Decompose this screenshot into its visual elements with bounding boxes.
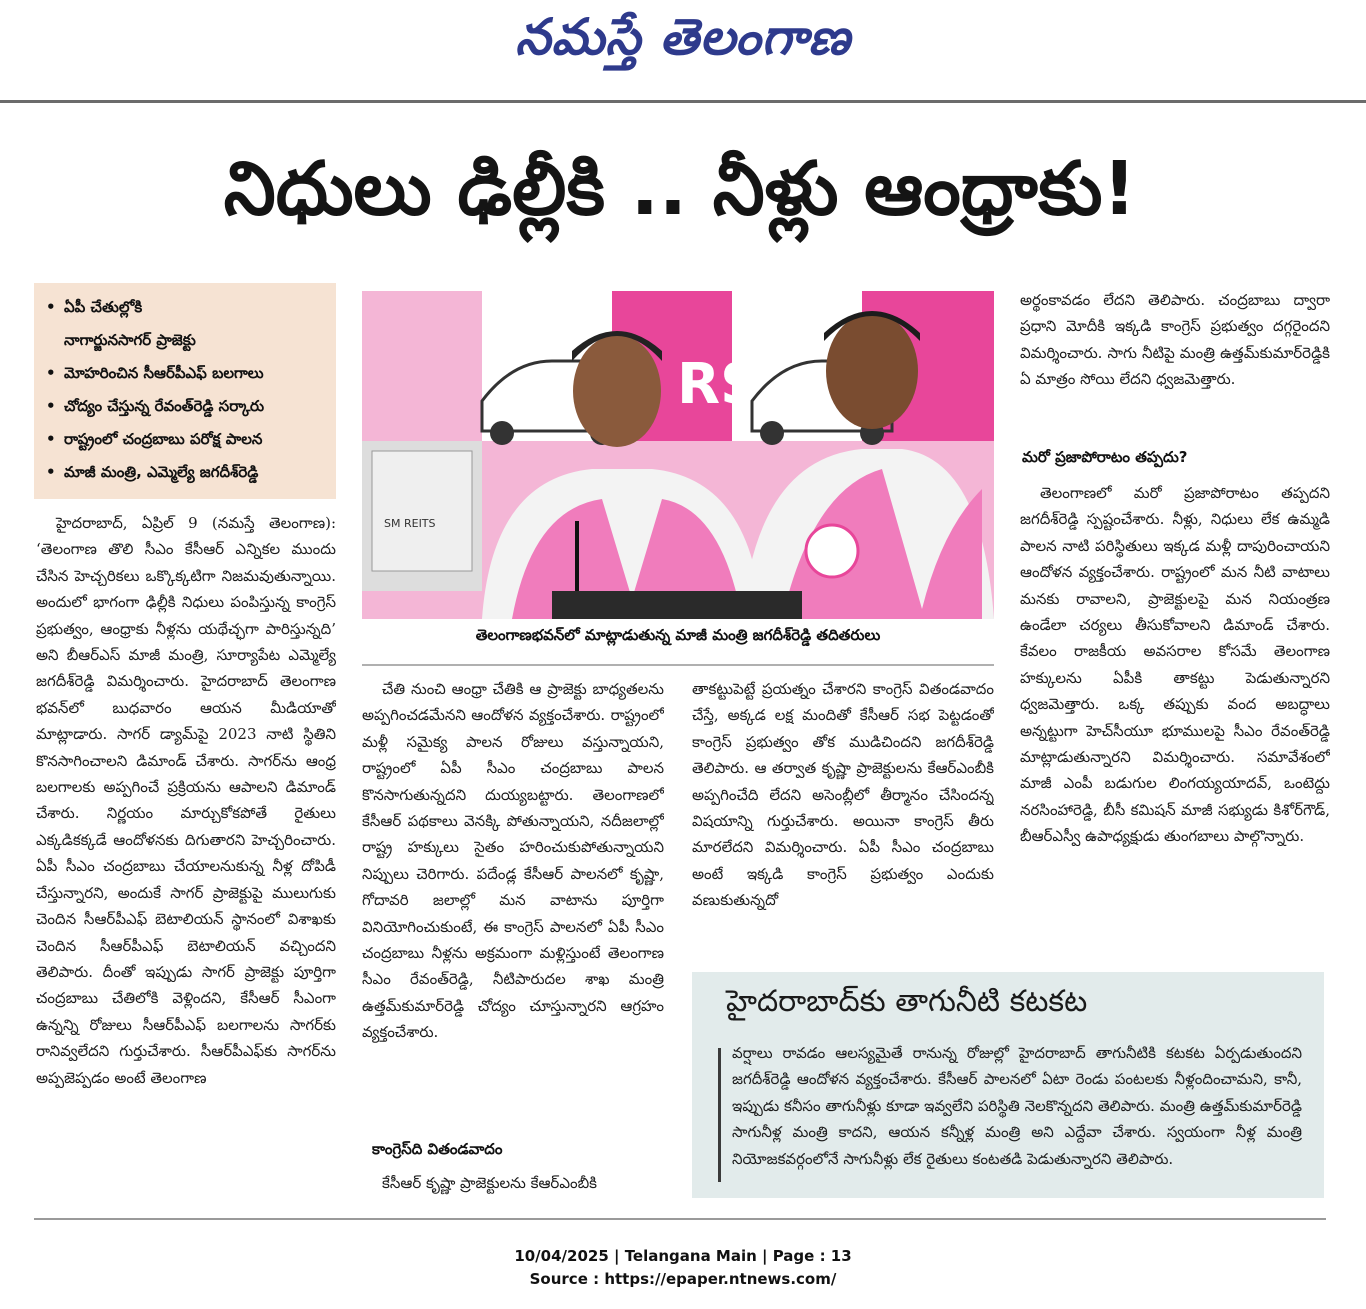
highlight-item: • రాష్ట్రంలో చంద్రబాబు పరోక్ష పాలన bbox=[46, 423, 326, 456]
article-column-2-continued bbox=[362, 1170, 664, 1200]
bullet-icon: • bbox=[46, 298, 56, 316]
bullet-icon: • bbox=[46, 430, 56, 448]
article-column-3 bbox=[692, 676, 994, 956]
sidebar-story bbox=[692, 972, 1324, 1198]
footer-source: Source : https://epaper.ntnews.com/ bbox=[529, 1270, 837, 1288]
subhead-congress: కాంగ్రెస్‌ది వితండవాదం bbox=[372, 1140, 503, 1158]
masthead-logo: నమస్తే తెలంగాణ bbox=[515, 8, 851, 66]
masthead bbox=[0, 0, 1366, 104]
highlight-item: • చోద్యం చేస్తున్న రేవంత్‌రెడ్డి సర్కారు bbox=[46, 390, 326, 423]
sidebar-story-title: హైదరాబాద్‌కు తాగునీటి కటకట bbox=[726, 984, 1088, 1019]
article-paragraph: హైదరాబాద్, ఏప్రిల్ 9 (నమస్తే తెలంగాణ): ‘తెలంగాణ తొలి సీఎం కేసీఆర్ ఎన్నికల ముందు చేసిన హెచ్చరికలు ఒక్కొక్కటిగా నిజమవుతున్నాయి. అందులో భాగంగా ఢిల్లీకి నిధులు పంపిస్తున్న కాంగ్రెస్ ప్రభుత్వం, ఆంధ్రాకు నీళ్లను యథేచ్ఛగా పారిస్తున్నది’ అని బీఆర్‌ఎస్ మాజీ మంత్రి, సూర్యాపేట ఎమ్మెల్యే జగదీశ్‌రెడ్డి విమర్శించారు. హైదరాబాద్ తెలంగాణ భవన్‌లో బుధవారం ఆయన మీడియాతో మాట్లాడారు. సాగర్ డ్యామ్‌పై 2023 నాటి స్థితిని కొనసాగించాలని డిమాండ్ చేశారు. సాగర్‌ను ఆంధ్ర బలగాలకు అప్పగించే ప్రక్రియను ఆపాలని డిమాండ్ చేశారు. నిర్ణయం మార్చుకోకపోతే రైతులు ఎక్కడికక్కడే ఆందోళనకు దిగుతారని హెచ్చరించారు. ఏపీ సీఎం చంద్రబాబు చేయాలనుకున్న నీళ్ల దోపిడీ చేస్తున్నారని, అందుకే సాగర్ ప్రాజెక్టుపై ములుగుకు చెందిన సీఆర్‌పీఎఫ్ బెటాలియన్ స్థానంలో విశాఖకు చెందిన సీఆర్‌పీఎఫ్ బెటాలియన్ వచ్చిందని తెలిపారు. దీంతో ఇప్పుడు సాగర్ ప్రాజెక్టు పూర్తిగా చంద్రబాబు చేతిలోకి వెళ్లిందని, కేసీఆర్ సీఎంగా ఉన్నన్ని రోజులు సీఆర్‌పీఎఫ్ బలగాలను సాగర్‌కు రానివ్వలేదని గుర్తుచేశారు. సీఆర్‌పీఎఫ్‌కు సాగర్‌ను అప్పజెప్పడం అంటే తెలంగాణ bbox=[36, 514, 336, 1087]
highlight-item: • మోహరించిన సీఆర్‌పీఎఫ్ బలగాలు bbox=[46, 357, 326, 390]
footer-edition-info: 10/04/2025 | Telangana Main | Page : 13 bbox=[514, 1247, 852, 1265]
svg-text:SM REITS: SM REITS bbox=[384, 517, 436, 530]
page-bottom-divider bbox=[34, 1218, 1326, 1220]
article-paragraph: వర్షాలు రావడం ఆలస్యమైతే రానున్న రోజుల్లో హైదరాబాద్ తాగునీటికి కటకట ఏర్పడుతుందని జగదీశ్‌రెడ్డి ఆందోళన వ్యక్తంచేశారు. కేసీఆర్ పాలనలో ఏటా రెండు పంటలకు నీళ్లందించామని, కానీ, ఇప్పుడు కనీసం తాగునీళ్లు కూడా ఇవ్వలేని పరిస్థితి నెలకొన్నదని తెలిపారు. మంత్రి ఉత్తమ్‌కుమార్‌రెడ్డి సాగునీళ్ల మంత్రి కాదని, ఆయన కన్నీళ్ల మంత్రి అని ఎద్దేవా చేశారు. స్వయంగా నీళ్ల మంత్రి నియోజకవర్గంలోనే సాగునీళ్లు లేక రైతులు కంటతడి పెడుతున్నారని తెలిపారు. bbox=[732, 1044, 1302, 1168]
article-paragraph: తాకట్టుపెట్టే ప్రయత్నం చేశారని కాంగ్రెస్ వితండవాదం చేస్తే, అక్కడ లక్ష మందితో కేసీఆర్ సభ పెట్టడంతో కాంగ్రెస్ ప్రభుత్వం తోక ముడిచిందని జగదీశ్‌రెడ్డి తెలిపారు. ఆ తర్వాత కృష్ణా ప్రాజెక్టులను కేఆర్‌ఎంబీకి అప్పగించేది లేదని అసెంబ్లీలో తీర్మానం చేసిందన్న విషయాన్ని గుర్తుచేశారు. అయినా కాంగ్రెస్ తీరు మారలేదని విమర్శించారు. ఏపీ సీఎం చంద్రబాబు అంటే ఇక్కడి కాంగ్రెస్ ప్రభుత్వం ఎందుకు వణుకుతున్నదో bbox=[692, 680, 994, 910]
sidebar-story-accent bbox=[718, 1048, 721, 1182]
caption-divider bbox=[362, 664, 994, 666]
bullet-icon: • bbox=[46, 397, 56, 415]
press-meet-photo bbox=[362, 291, 994, 619]
photo-illustration bbox=[362, 291, 994, 619]
article-column-4-top bbox=[1020, 287, 1330, 427]
article-paragraph: కేసీఆర్ కృష్ణా ప్రాజెక్టులను కేఆర్‌ఎంబీకి bbox=[382, 1174, 597, 1192]
svg-text:RS: RS bbox=[677, 352, 761, 417]
bullet-icon: • bbox=[46, 364, 56, 382]
highlight-item: నాగార్జునసాగర్ ప్రాజెక్టు bbox=[64, 331, 196, 349]
masthead-divider bbox=[0, 100, 1366, 103]
bullet-icon: • bbox=[46, 463, 56, 481]
headline: నిధులు ఢిల్లీకి .. నీళ్లు ఆంధ్రాకు! bbox=[223, 146, 1137, 232]
article-paragraph: తెలంగాణలో మరో ప్రజాపోరాటం తప్పదని జగదీశ్‌రెడ్డి స్పష్టంచేశారు. నీళ్లు, నిధులు లేక ఉమ్మడి పాలన నాటి పరిస్థితులు ఇక్కడ మళ్లీ దాపురించాయని ఆందోళన వ్యక్తంచేశారు. రాష్ట్రంలో మన నీటి వాటాలు మనకు రావాలని, ప్రాజెక్టులపై మన నియంత్రణ ఉండేలా చర్యలు తీసుకోవాలని డిమాండ్ చేశారు. కేవలం రాజకీయ అవసరాల కోసమే తెలంగాణ హక్కులను ఏపీకి తాకట్టు పెడుతున్నారని ధ్వజమెత్తారు. ఒక్క తప్పుకు వంద అబద్ధాలు అన్నట్టుగా హెచ్‌సీయూ భూములపై సీఎం రేవంత్‌రెడ్డి మాట్లాడుతున్నారని విమర్శించారు. సమావేశంలో మాజీ ఎంపీ బడుగుల లింగయ్యయాదవ్, ఒంటెద్దు నరసింహారెడ్డి, బీసీ కమిషన్ మాజీ సభ్యుడు కిశోర్‌గౌడ్, బీఆర్‌ఎస్వీ ఉపాధ్యక్షుడు తుంగబాలు పాల్గొన్నారు. bbox=[1020, 484, 1330, 846]
article-paragraph: చేతి నుంచి ఆంధ్రా చేతికి ఆ ప్రాజెక్టు బాధ్యతలను అప్పగించడమేనని ఆందోళన వ్యక్తంచేశారు. రాష్ట్రంలో మళ్లీ సమైక్య పాలన రోజులు వస్తున్నాయని, రాష్ట్రంలో ఏపీ సీఎం చంద్రబాబు పాలన కొనసాగుతున్నదని దుయ్యబట్టారు. తెలంగాణలో కేసీఆర్ పథకాలు వెనక్కి పోతున్నాయని, నదీజలాల్లో రాష్ట్ర హక్కులు సైతం హరించుకుపోతున్నాయని నిప్పులు చెరిగారు. పదేండ్ల కేసీఆర్ పాలనలో కృష్ణా, గోదావరి జలాల్లో మన వాటాను పూర్తిగా వినియోగించుకుంటే, ఈ కాంగ్రెస్ పాలనలో ఏపీ సీఎం చంద్రబాబు నీళ్లను అక్రమంగా మళ్లిస్తుంటే తెలంగాణ సీఎం రేవంత్‌రెడ్డి, నీటిపారుదల శాఖ మంత్రి ఉత్తమ్‌కుమార్‌రెడ్డి చోద్యం చూస్తున్నారని ఆగ్రహం వ్యక్తంచేశారు. bbox=[362, 680, 664, 1042]
article-column-1 bbox=[36, 510, 336, 1200]
highlight-item: • ఏపీ చేతుల్లోకి bbox=[46, 291, 326, 324]
subhead-public-struggle: మరో ప్రజాపోరాటం తప్పదు? bbox=[1022, 448, 1188, 466]
article-column-2 bbox=[362, 676, 664, 1116]
article-paragraph: అర్థంకావడం లేదని తెలిపారు. చంద్రబాబు ద్వారా ప్రధాని మోదీకి ఇక్కడి కాంగ్రెస్ ప్రభుత్వం దగ్గరైందని విమర్శించారు. సాగు నీటిపై మంత్రి ఉత్తమ్‌కుమార్‌రెడ్డికి ఏ మాత్రం సోయి లేదని ధ్వజమెత్తారు. bbox=[1020, 291, 1330, 389]
sidebar-story-body bbox=[732, 1040, 1302, 1188]
photo-caption: తెలంగాణభవన్‌లో మాట్లాడుతున్న మాజీ మంత్రి జగదీశ్‌రెడ్డి తదితరులు bbox=[475, 626, 881, 644]
article-column-4 bbox=[1020, 480, 1330, 950]
highlights-box bbox=[34, 283, 336, 499]
highlight-item: • మాజీ మంత్రి, ఎమ్మెల్యే జగదీశ్‌రెడ్డి bbox=[46, 456, 326, 489]
